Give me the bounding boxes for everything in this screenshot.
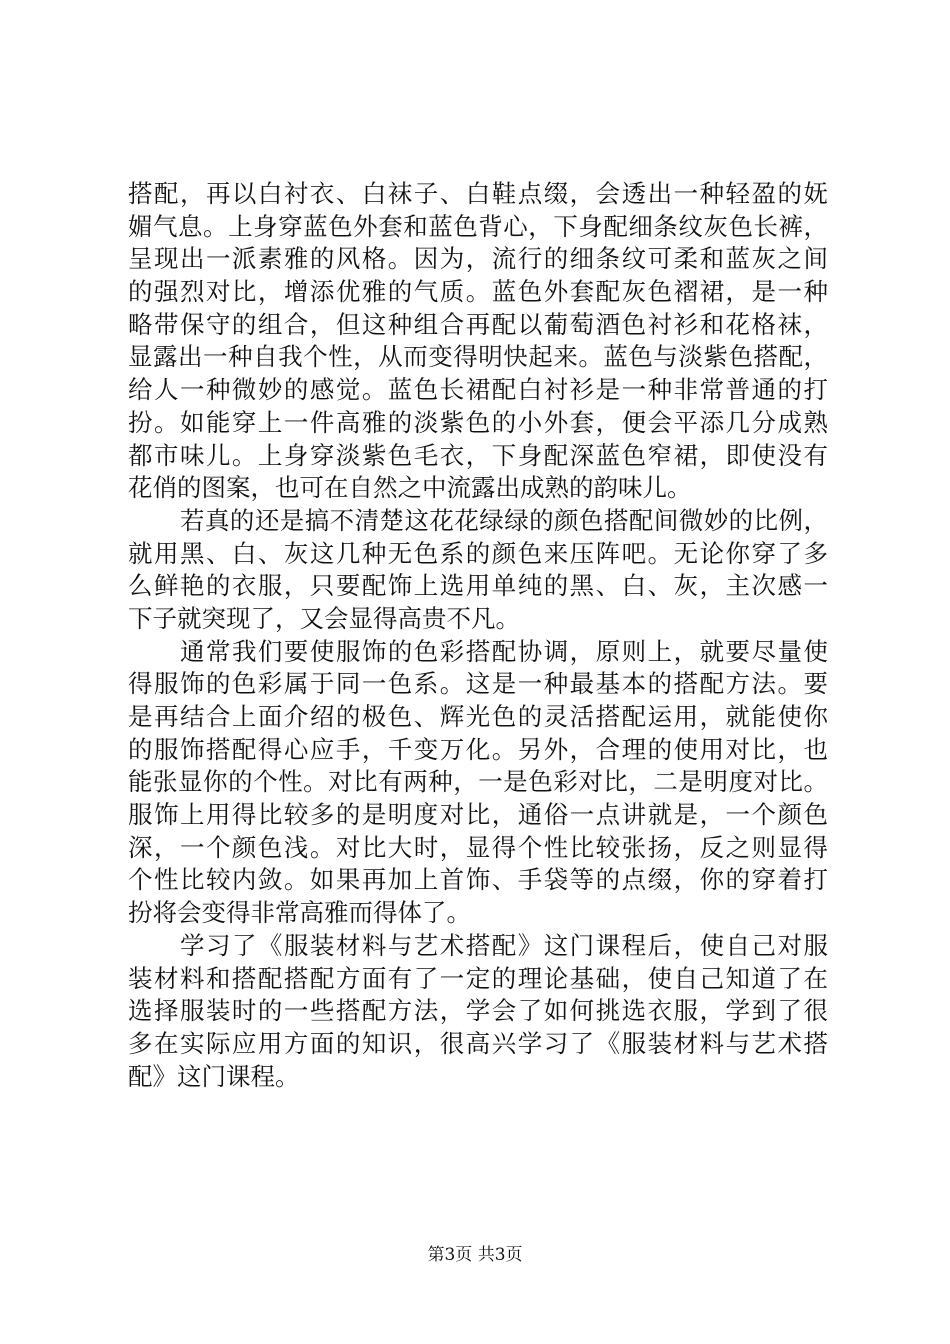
text-line: 花俏的图案，也可在自然之中流露出成熟的韵味儿。 xyxy=(128,473,692,503)
text-line: 给人一种微妙的感觉。蓝色长裙配白衬衫是一种非常普通的打 xyxy=(128,375,828,405)
text-line: 搭配，再以白衬衣、白袜子、白鞋点缀，会透出一种轻盈的妩 xyxy=(128,179,828,208)
text-line: 能张显你的个性。对比有两种，一是色彩对比，二是明度对比。 xyxy=(128,767,828,797)
text-line: 扮将会变得非常高雅而得体了。 xyxy=(128,898,471,928)
text-line: 服饰上用得比较多的是明度对比，通俗一点讲就是，一个颜色 xyxy=(128,800,828,830)
text-line: 深，一个颜色浅。对比大时，显得个性比较张扬，反之则显得 xyxy=(128,832,828,862)
paragraph-first-line: 若真的还是搞不清楚这花花绿绿的颜色搭配间微妙的比例， xyxy=(180,505,828,535)
text-line: 选择服装时的一些搭配方法，学会了如何挑选衣服，学到了很 xyxy=(128,996,828,1026)
text-line: 略带保守的组合，但这种组合再配以葡萄酒色衬衫和花格袜， xyxy=(128,309,828,339)
text-line: 扮。如能穿上一件高雅的淡紫色的小外套，便会平添几分成熟 xyxy=(128,407,828,437)
text-line: 得服饰的色彩属于同一色系。这是一种最基本的搭配方法。要 xyxy=(128,669,828,699)
text-line: 装材料和搭配搭配方面有了一定的理论基础，使自己知道了在 xyxy=(128,963,828,993)
text-line: 就用黑、白、灰这几种无色系的颜色来压阵吧。无论你穿了多 xyxy=(128,538,828,568)
text-line: 媚气息。上身穿蓝色外套和蓝色背心，下身配细条纹灰色长裤， xyxy=(128,211,828,241)
text-line: 都市味儿。上身穿淡紫色毛衣，下身配深蓝色窄裙，即使没有 xyxy=(128,440,828,470)
text-line: 多在实际应用方面的知识，很高兴学习了《服装材料与艺术搭 xyxy=(128,1028,828,1058)
text-line: 的强烈对比，增添优雅的气质。蓝色外套配灰色褶裙，是一种 xyxy=(128,277,828,307)
paragraph-first-line: 通常我们要使服饰的色彩搭配协调，原则上，就要尽量使 xyxy=(180,636,828,666)
text-line: 个性比较内敛。如果再加上首饰、手袋等的点缀，你的穿着打 xyxy=(128,865,828,895)
text-line: 的服饰搭配得心应手，千变万化。另外，合理的使用对比，也 xyxy=(128,734,828,764)
text-line: 么鲜艳的衣服，只要配饰上选用单纯的黑、白、灰，主次感一 xyxy=(128,571,828,601)
page-footer: 第3页 共3页 xyxy=(427,1245,523,1265)
text-line: 配》这门课程。 xyxy=(128,1061,300,1091)
document-body xyxy=(128,178,828,1093)
text-line: 下子就突现了，又会显得高贵不凡。 xyxy=(128,603,520,633)
text-line: 呈现出一派素雅的风格。因为，流行的细条纹可柔和蓝灰之间 xyxy=(128,244,828,274)
text-line: 是再结合上面介绍的极色、辉光色的灵活搭配运用，就能使你 xyxy=(128,702,828,731)
text-line: 显露出一种自我个性，从而变得明快起来。蓝色与淡紫色搭配， xyxy=(128,342,828,372)
paragraph-first-line: 学习了《服装材料与艺术搭配》这门课程后，使自己对服 xyxy=(180,930,828,960)
